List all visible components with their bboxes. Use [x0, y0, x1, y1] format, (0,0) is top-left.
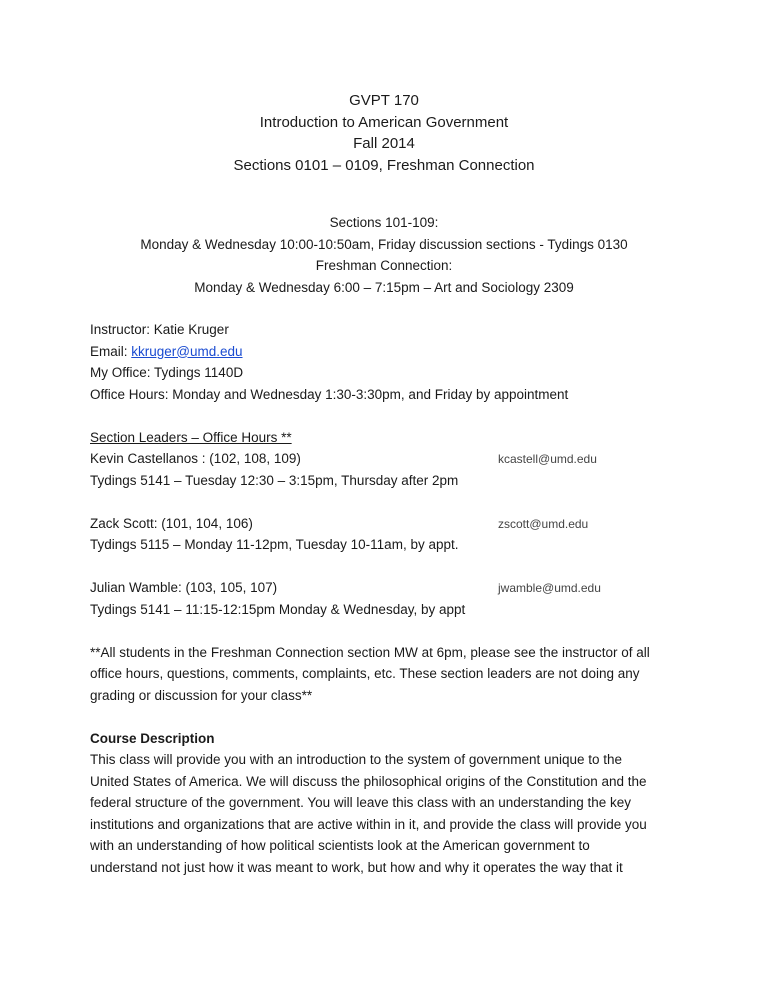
course-description-line: institutions and organizations that are active within in it, and provide the class will provide you	[90, 816, 647, 832]
leader-hours: Tydings 5141 – Tuesday 12:30 – 3:15pm, Thursday after 2pm	[90, 472, 459, 488]
instructor-office-hours: Office Hours: Monday and Wednesday 1:30-3:30pm, and Friday by appointment	[90, 386, 569, 402]
course-description-line: This class will provide you with an introduction to the system of government unique to the	[90, 752, 623, 767]
course-description-line: understand not just how it was meant to work, but how and why it operates the way that it	[90, 859, 623, 875]
schedule-line: Sections 101-109:	[329, 215, 439, 230]
course-title: Introduction to American Government	[259, 113, 509, 131]
email-label: Email:	[90, 343, 132, 359]
course-sections: Sections 0101 – 0109, Freshman Connection	[233, 156, 535, 174]
leader-name-row	[90, 448, 690, 470]
course-description-line: United States of America. We will discuss the philosophical origins of the Constitution and the	[90, 773, 647, 789]
section-leaders-heading: Section Leaders – Office Hours **	[90, 429, 292, 445]
course-term: Fall 2014	[353, 135, 415, 152]
freshman-note-line: **All students in the Freshman Connection section MW at 6pm, please see the instructor of all	[90, 644, 650, 660]
leader-name: Julian Wamble: (103, 105, 107)	[90, 580, 278, 595]
instructor-email-link[interactable]: kkruger@umd.edu	[131, 343, 243, 359]
course-code: GVPT 170	[349, 92, 419, 109]
course-description-line: with an understanding of how political scientists look at the American government to	[90, 838, 590, 853]
instructor-name: Instructor: Katie Kruger	[90, 322, 229, 337]
leader-name-row	[90, 577, 690, 599]
schedule-line: Monday & Wednesday 6:00 – 7:15pm – Art and Sociology 2309	[194, 279, 574, 295]
instructor-email-line	[90, 341, 690, 363]
instructor-office: My Office: Tydings 1140D	[90, 365, 244, 380]
leader-hours: Tydings 5141 – 11:15-12:15pm Monday & Wednesday, by appt	[90, 601, 466, 617]
leader-email: kcastell@umd.edu	[498, 452, 597, 466]
leader-hours: Tydings 5115 – Monday 11-12pm, Tuesday 10-11am, by appt.	[90, 537, 459, 552]
class-schedule	[0, 212, 768, 298]
schedule-line: Monday & Wednesday 10:00-10:50am, Friday discussion sections - Tydings 0130	[140, 236, 628, 252]
syllabus-header	[0, 90, 768, 176]
freshman-note-line: office hours, questions, comments, complaints, etc. These section leaders are not doing any	[90, 666, 640, 681]
course-description-line: federal structure of the government. You will leave this class with an understanding the key	[90, 795, 632, 810]
syllabus-body	[90, 319, 690, 878]
course-description-heading: Course Description	[90, 730, 215, 746]
leader-email: jwamble@umd.edu	[498, 581, 601, 595]
leader-name: Kevin Castellanos : (102, 108, 109)	[90, 451, 301, 466]
leader-email: zscott@umd.edu	[498, 516, 589, 531]
freshman-note-line: grading or discussion for your class**	[90, 687, 313, 703]
leader-name: Zack Scott: (101, 104, 106)	[90, 515, 253, 531]
schedule-line: Freshman Connection:	[315, 258, 453, 273]
leader-name-row	[90, 513, 690, 535]
